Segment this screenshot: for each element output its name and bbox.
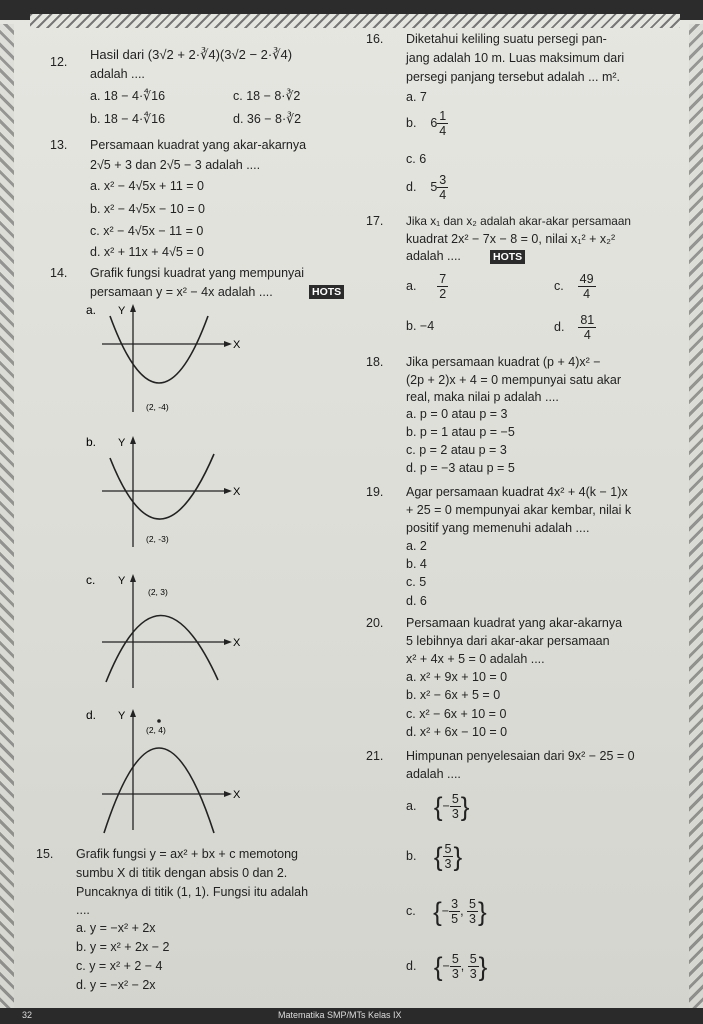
q18-question: Jika persamaan kuadrat (p + 4)x² − [406,355,601,369]
q17-question: Jika x₁ dan x₂ adalah akar-akar persamaan [406,214,631,228]
q15-question-cont3: .... [76,903,90,917]
graph-a-x-label: X [233,339,241,351]
q20-option-b: b. x² − 6x + 5 = 0 [406,688,501,702]
page-footer [0,1008,703,1024]
q20-number: 20. [366,616,384,630]
q18-number: 18. [366,355,384,369]
graph-c-label: c. [86,573,96,587]
q13-question: Persamaan kuadrat yang akar-akarnya [90,138,307,152]
q21-option-d: d. {− $\frac{5}{3}$ , $\frac{5}{3}$ } [406,951,488,982]
q12-question: Hasil dari (3√2 + 2·∛4)(3√2 − 2·∛4) [90,47,293,62]
q17-question-cont: kuadrat 2x² − 7x − 8 = 0, nilai x₁² + x₂² [406,232,616,246]
q17-option-c: c. $\frac{49}{4}$ [554,272,594,301]
q15-option-b: b. y = x² + 2x − 2 [76,940,170,954]
q15-option-c: c. y = x² + 2 − 4 [76,959,163,973]
q21-option-c: c. {− $\frac{3}{5}$ , $\frac{5}{3}$ } [406,896,487,927]
left-border-decoration [0,24,14,1014]
q17-option-a: a. $\frac{7}{2}$ [406,272,447,301]
q21-option-b: b. { $\frac{5}{3}$ } [406,841,463,872]
q15-option-d: d. y = −x² − 2x [76,978,156,992]
page-number: 32 [22,1010,33,1020]
graph-a-parabola [110,316,208,383]
q13-question-cont: 2√5 + 3 dan 2√5 − 3 adalah .... [90,158,261,172]
q20-option-c: c. x² − 6x + 10 = 0 [406,707,507,721]
q12-option-b: b. 18 − 4·∜16 [90,112,166,126]
q13-number: 13. [50,138,68,152]
q14-graph-c [80,570,260,695]
q18-option-b: b. p = 1 atau p = −5 [406,425,515,439]
graph-d-label: d. [86,708,97,722]
q15-number: 15. [36,847,54,861]
q13-option-b: b. x² − 4√5x − 10 = 0 [90,202,205,216]
q18-option-d: d. p = −3 atau p = 5 [406,461,515,475]
graph-d-x-label: X [233,789,241,801]
q17-number: 17. [366,214,384,228]
q13-option-d: d. x² + 11x + 4√5 = 0 [90,245,204,259]
q14-number: 14. [50,266,68,280]
graph-d-y-label: Y [118,710,126,722]
q19-option-a: a. 2 [406,539,427,553]
q19-question: Agar persamaan kuadrat 4x² + 4(k − 1)x [406,485,628,499]
q20-option-d: d. x² + 6x − 10 = 0 [406,725,508,739]
q15-question-cont2: Puncaknya di titik (1, 1). Fungsi itu adalah [76,885,309,899]
q12-option-d: d. 36 − 8·∛2 [233,112,302,126]
graph-c-y-label: Y [118,575,126,587]
q20-question-cont: 5 lebihnya dari akar-akar persamaan [406,634,610,648]
q16-option-c: c. 6 [406,152,427,166]
q14-question-cont: persamaan y = x² − 4x adalah .... [90,285,273,299]
q16-option-d: d. 5 $\frac{3}{4}$ [406,173,447,202]
graph-a-point: (2, -4) [146,402,169,412]
q18-option-c: c. p = 2 atau p = 3 [406,443,507,457]
q14-graph-a [80,300,260,420]
right-border-decoration [689,24,703,1014]
q16-question-cont: jang adalah 10 m. Luas maksimum dari [406,51,625,65]
top-stripe-decoration [30,14,680,28]
q14-hots-badge: HOTS [309,285,344,299]
q16-option-a: a. 7 [406,90,427,104]
graph-c-point: (2, 3) [148,587,168,597]
graph-d-point: (2, 4) [146,725,166,735]
q20-question: Persamaan kuadrat yang akar-akarnya [406,616,623,630]
q16-option-b: b. 6 $\frac{1}{4}$ [406,109,447,138]
q17-option-b: b. −4 [406,319,435,333]
q20-question-cont2: x² + 4x + 5 = 0 adalah .... [406,652,545,666]
q19-question-cont2: positif yang memenuhi adalah .... [406,521,590,535]
graph-c-parabola [106,615,218,682]
q20-option-a: a. x² + 9x + 10 = 0 [406,670,508,684]
q19-option-c: c. 5 [406,575,427,589]
q19-question-cont: + 25 = 0 mempunyai akar kembar, nilai k [406,503,632,517]
q17-question-cont2: adalah .... [406,249,461,263]
q13-option-c: c. x² − 4√5x − 11 = 0 [90,224,204,238]
q14-question: Grafik fungsi kuadrat yang mempunyai [90,266,304,280]
q14-graph-b [80,432,260,552]
q19-option-d: d. 6 [406,594,427,608]
q21-option-a: a. {− $\frac{5}{3}$ } [406,791,470,822]
q12-option-a: a. 18 − 4·∜16 [90,89,166,103]
q21-question-cont: adalah .... [406,767,461,781]
graph-b-y-label: Y [118,437,126,449]
q19-option-b: b. 4 [406,557,427,571]
q18-question-cont2: real, maka nilai p adalah .... [406,390,559,404]
book-title: Matematika SMP/MTs Kelas IX [278,1010,402,1020]
q21-number: 21. [366,749,384,763]
graph-a-y-label: Y [118,305,126,317]
q12-number: 12. [50,55,68,69]
graph-d-parabola [104,748,214,833]
graph-b-point: (2, -3) [146,534,169,544]
graph-a-label: a. [86,303,97,317]
q14-graph-d [80,705,260,835]
graph-b-x-label: X [233,486,241,498]
q15-question-cont: sumbu X di titik dengan absis 0 dan 2. [76,866,288,880]
q19-number: 19. [366,485,384,499]
q18-option-a: a. p = 0 atau p = 3 [406,407,508,421]
q16-question: Diketahui keliling suatu persegi pan- [406,32,607,46]
graph-b-parabola [110,454,214,519]
q16-number: 16. [366,32,384,46]
q17-hots-badge: HOTS [490,250,525,264]
q15-option-a: a. y = −x² + 2x [76,921,156,935]
q13-option-a: a. x² − 4√5x + 11 = 0 [90,179,204,193]
q17-option-d: d. $\frac{81}{4}$ [554,313,595,342]
q12-option-c: c. 18 − 8·∛2 [233,89,301,103]
q12-question-cont: adalah .... [90,67,145,81]
q18-question-cont: (2p + 2)x + 4 = 0 mempunyai satu akar [406,373,622,387]
q16-question-cont2: persegi panjang tersebut adalah ... m². [406,70,621,84]
graph-c-x-label: X [233,637,241,649]
q21-question: Himpunan penyelesaian dari 9x² − 25 = 0 [406,749,635,763]
q15-question: Grafik fungsi y = ax² + bx + c memotong [76,847,298,861]
graph-b-label: b. [86,435,97,449]
